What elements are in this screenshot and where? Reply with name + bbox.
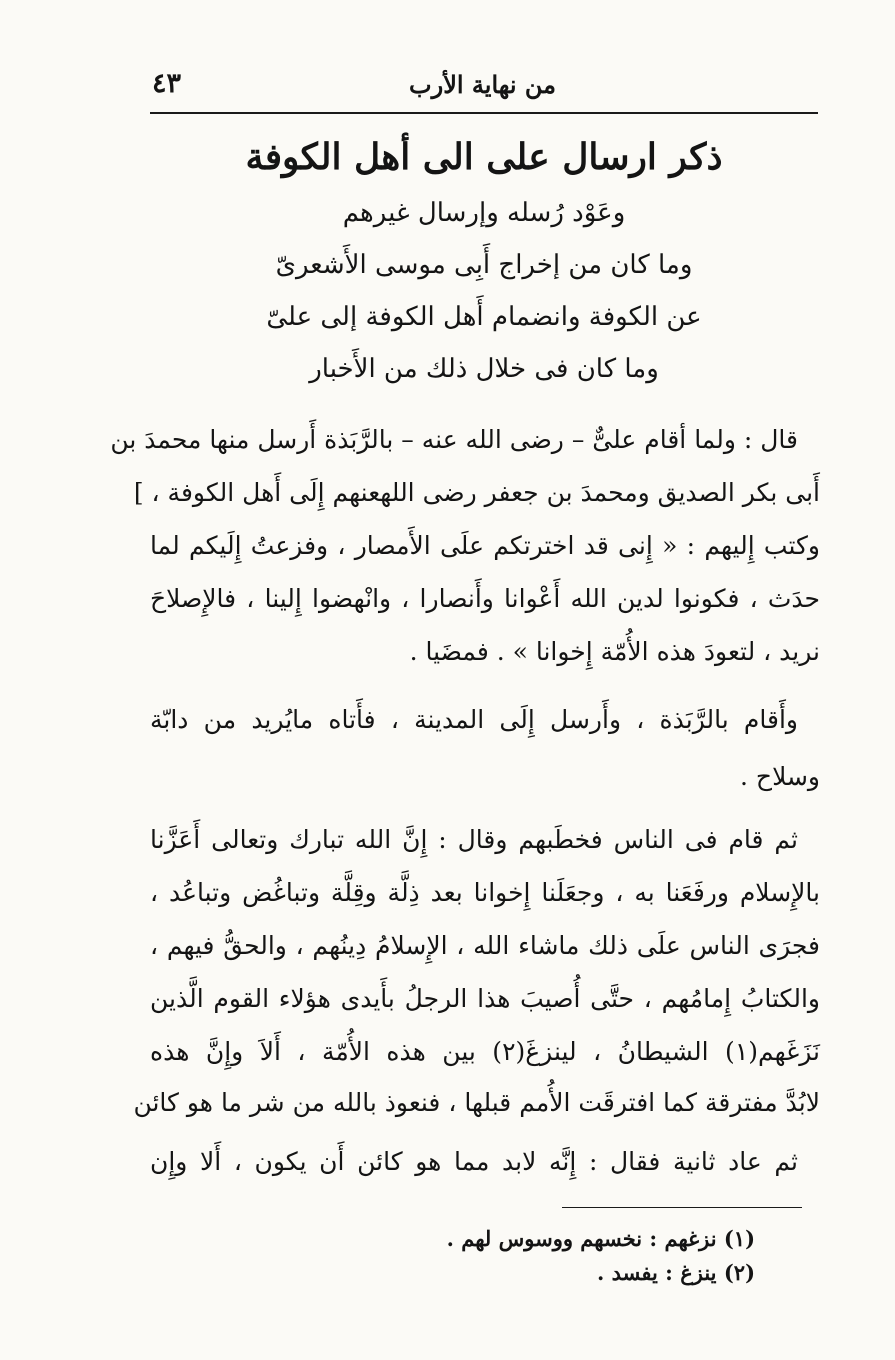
body-line: لابُدَّ مفترقة كما افترقَت الأُمم قبلها ، فنعوذ بالله من شر ما هو كائن (133, 1088, 820, 1117)
body-line: والكتابُ إِمامُهم ، حتَّى أُصيبَ هذا الرجلُ بأَيدى هؤلاء القوم الَّذين (150, 984, 820, 1013)
body-line: قال : ولما أقام علىٌّ – رضى الله عنه – بالرَّبَذة أَرسل منها محمدَ بن (110, 425, 798, 454)
body-line: وسلاح . (740, 762, 820, 791)
header-rule (150, 112, 818, 114)
body-line: وأَقام بالرَّبَذة ، وأَرسل إِلَى المدينة ، فأَتاه مايُريد من دابّة (150, 705, 798, 734)
running-title: من نهاية الأرب (409, 70, 556, 99)
chapter-subtitle-line: وما كان فى خلال ذلك من الأَخبار (309, 354, 659, 384)
body-line: نريد ، لتعودَ هذه الأُمّة إِخوانا » . فمضَيا . (409, 637, 820, 666)
running-head (150, 66, 818, 106)
footnote: (٢) ينزغ : يفسد . (597, 1260, 755, 1285)
footnote: (١) نزغهم : نخسهم ووسوس لهم . (446, 1226, 755, 1251)
body-line: نَزَغَهم(١) الشيطانُ ، لينزغَ(٢) بين هذه الأُمّة ، أَلاَ وإِنَّ هذه (150, 1037, 820, 1066)
body-line: بالإِسلام ورفَعَنا به ، وجعَلَنا إِخوانا بعد ذِلَّة وقِلَّة وتباغُض وتباعُد ، (150, 878, 820, 907)
body-line: فجرَى الناس علَى ذلك ماشاء الله ، الإِسلامُ دِينُهم ، والحقُّ فيهم ، (150, 931, 820, 960)
page-number: ٤٣ (152, 68, 182, 99)
body-line: أَبى بكر الصديق ومحمدَ بن جعفر رضى اللهعنهم إِلَى أَهل الكوفة ، ] (133, 478, 820, 507)
chapter-subtitle-line: وما كان من إخراج أَبِى موسى الأَشعرىّ (275, 250, 693, 280)
chapter-title: ذكر ارسال على الى أهل الكوفة (245, 136, 723, 178)
body-line: ثم عاد ثانية فقال : إِنَّه لابد مما هو كائن أَن يكون ، أَلا وإِن (150, 1147, 798, 1176)
chapter-subtitle-line: عن الكوفة وانضمام أَهل الكوفة إلى علىّ (266, 302, 702, 332)
body-line: ثم قام فى الناس فخطَبهم وقال : إِنَّ الله تبارك وتعالى أَعَزَّنا (150, 825, 798, 854)
footnote-rule (562, 1207, 802, 1208)
body-line: حدَث ، فكونوا لدين الله أَعْوانا وأَنصارا ، وانْهضوا إِلينا ، فالإِصلاحَ (150, 584, 820, 613)
body-line: وكتب إِليهم : « إِنى قد اخترتكم علَى الأَمصار ، وفزعتُ إِلَيكم لما (150, 531, 820, 560)
chapter-subtitle-line: وعَوْد رُسله وإرسال غيرهم (342, 198, 626, 228)
